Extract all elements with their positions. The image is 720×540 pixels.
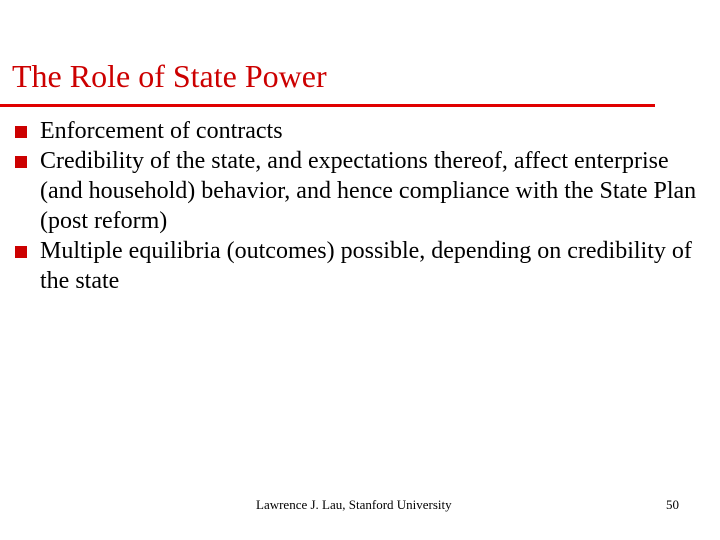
slide-title: The Role of State Power: [12, 58, 327, 94]
bullet-item: [12, 116, 712, 146]
bullet-text: Credibility of the state, and expectations thereof, affect enterprise (and household) behavior, and hence compliance with the State Plan (post reform): [40, 148, 697, 234]
bullet-item: [12, 236, 712, 296]
square-bullet-icon: [15, 126, 27, 138]
bullet-text: Multiple equilibria (outcomes) possible, depending on credibility of the state: [40, 238, 692, 294]
bullet-text: Enforcement of contracts: [40, 118, 283, 144]
square-bullet-icon: [15, 156, 27, 168]
page-number: 50: [666, 497, 679, 512]
footer-author: Lawrence J. Lau, Stanford University: [256, 497, 452, 512]
bullet-list: [12, 116, 712, 296]
title-underline: [0, 104, 655, 107]
bullet-item: [12, 146, 712, 236]
square-bullet-icon: [15, 246, 27, 258]
